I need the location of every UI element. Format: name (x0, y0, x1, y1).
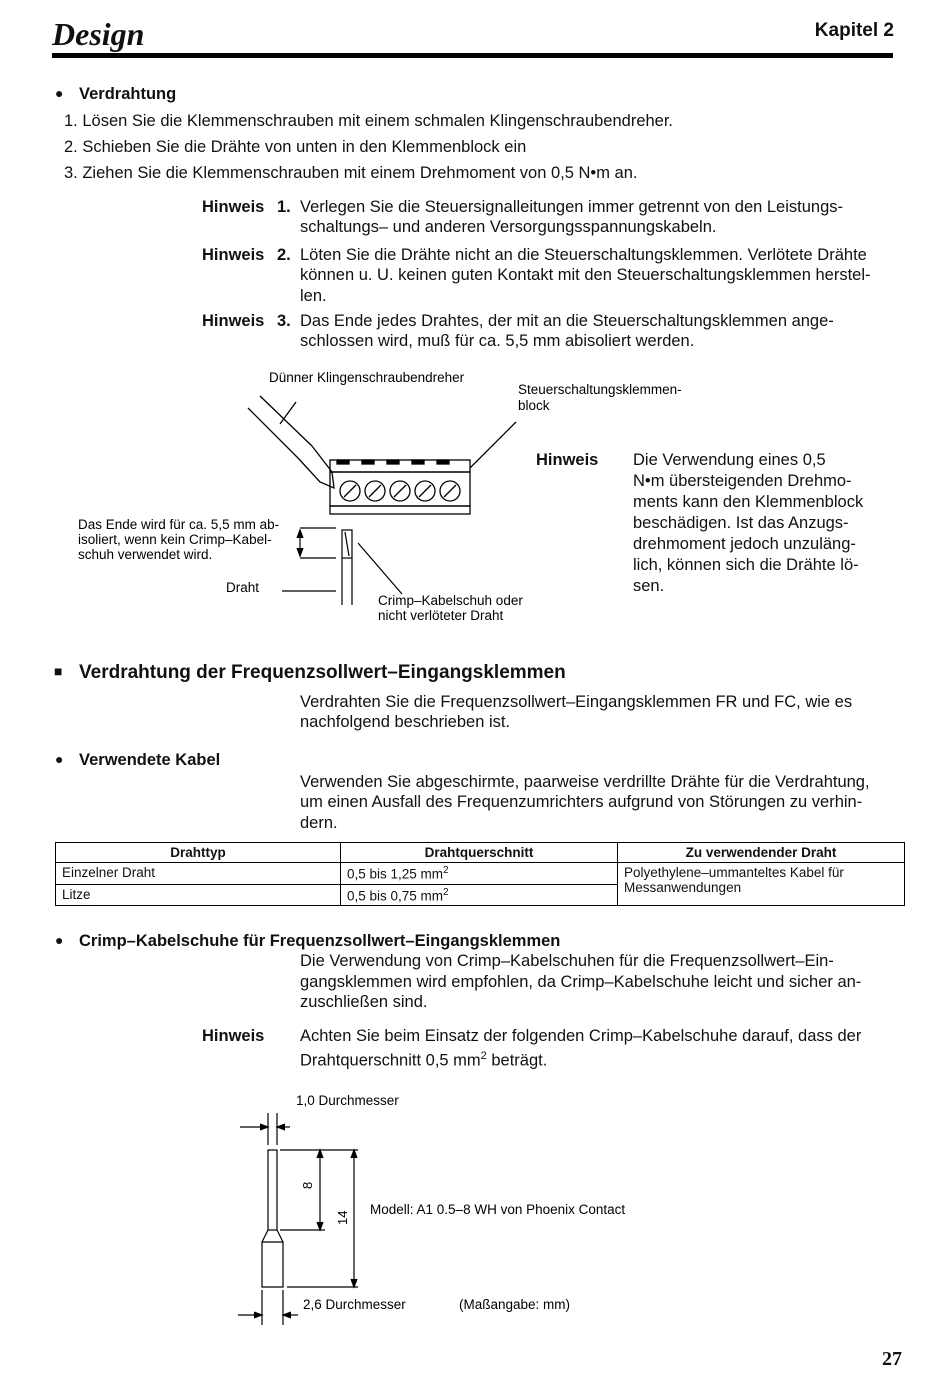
crimp-text: Die Verwendung von Crimp–Kabelschuhen für die Frequenzsollwert–Ein- (300, 952, 834, 970)
side-note-line: sen. (633, 577, 665, 595)
units-label: (Maßangabe: mm) (459, 1297, 571, 1312)
table-header: Zu verwendender Draht (618, 843, 905, 863)
note-text: Achten Sie beim Einsatz der folgenden Crimp–Kabelschuhe darauf, dass der (300, 1027, 862, 1045)
note-text: len. (300, 287, 327, 305)
table-cell: Litze (56, 884, 341, 906)
block-label: Steuerschaltungsklemmen- (518, 382, 682, 397)
side-note-line: drehmoment jedoch unzuläng- (633, 535, 856, 553)
note-label: Hinweis (202, 1027, 265, 1045)
wire-type-line: Messanwendungen (624, 880, 742, 895)
note-text: schaltungs– und anderen Versorgungsspannungskabeln. (300, 218, 717, 236)
note-number: 3. (277, 312, 291, 330)
block-label: block (518, 398, 550, 413)
note-text: können u. U. keinen guten Kontakt mit den Steuerschaltungsklemmen herstel- (300, 266, 871, 284)
diameter-bottom-label: 2,6 Durchmesser (303, 1297, 406, 1312)
table-cell: Einzelner Draht (56, 863, 341, 885)
note-text: Das Ende jedes Drahtes, der mit an die Steuerschaltungsklemmen ange- (300, 312, 834, 330)
wiring-step: 1. Lösen Sie die Klemmenschrauben mit einem schmalen Klingenschraubendreher. (64, 112, 674, 130)
crimp-label: nicht verlöteter Draht (378, 608, 504, 623)
strip-label: schuh verwendet wird. (78, 547, 213, 562)
wire-size: 0,5 bis 0,75 mm (347, 888, 444, 903)
bullet-icon: ● (55, 751, 64, 767)
table-header-row (56, 843, 905, 863)
diameter-top-label: 1,0 Durchmesser (296, 1093, 399, 1108)
table-row (56, 863, 905, 885)
cables-heading: Verwendete Kabel (79, 751, 221, 769)
side-note-line: Die Verwendung eines 0,5 (633, 451, 826, 469)
chapter-label: Kapitel 2 (814, 20, 894, 41)
table-header: Drahttyp (56, 843, 341, 863)
bullet-icon: ● (55, 85, 64, 101)
strip-label: Das Ende wird für ca. 5,5 mm ab- (78, 517, 280, 532)
dim-8-label: 8 (300, 1181, 315, 1189)
note-label: Hinweis (202, 198, 265, 216)
note-text-part: Drahtquerschnitt 0,5 mm (300, 1051, 481, 1070)
table-header: Drahtquerschnitt (341, 843, 618, 863)
model-label: Modell: A1 0.5–8 WH von Phoenix Contact (370, 1202, 626, 1217)
wiring-heading: Verdrahtung (79, 85, 177, 103)
superscript: 2 (480, 1050, 487, 1062)
note-label: Hinweis (202, 312, 265, 330)
wire-type-line: Polyethylene–ummanteltes Kabel für (624, 865, 844, 880)
crimp-terminal-diagram (0, 1085, 950, 1335)
note-text: Verlegen Sie die Steuersignalleitungen immer getrennt von den Leistungs- (300, 198, 844, 216)
cables-text: dern. (300, 814, 338, 832)
side-note-line: beschädigen. Ist das Anzugs- (633, 514, 849, 532)
note-number: 2. (277, 246, 291, 264)
screwdriver-label: Dünner Klingenschraubendreher (269, 370, 465, 385)
section-heading: Verdrahtung der Frequenzsollwert–Eingangsklemmen (79, 662, 566, 683)
side-note-line: lich, können sich die Drähte lö- (633, 556, 859, 574)
superscript: 2 (443, 886, 449, 898)
section-title: Design (52, 16, 145, 52)
page-number: 27 (882, 1348, 902, 1370)
crimp-label: Crimp–Kabelschuh oder (378, 593, 523, 608)
note-text (300, 1046, 547, 1072)
section-intro: nachfolgend beschrieben ist. (300, 713, 511, 731)
note-label: Hinweis (202, 246, 265, 264)
wire-size: 0,5 bis 1,25 mm (347, 866, 444, 882)
bullet-icon: ● (55, 932, 64, 948)
note-text-part: beträgt. (486, 1051, 548, 1070)
crimp-text: zuschließen sind. (300, 993, 428, 1011)
note-text: schlossen wird, muß für ca. 5,5 mm abisoliert werden. (300, 332, 695, 350)
wiring-step: 3. Ziehen Sie die Klemmenschrauben mit einem Drehmoment von 0,5 N•m an. (64, 164, 638, 182)
side-note-label: Hinweis (536, 451, 599, 469)
header-rule (52, 53, 893, 58)
side-note-line: ments kann den Klemmenblock (633, 493, 864, 511)
side-note-line: N•m übersteigenden Drehmo- (633, 472, 852, 490)
strip-label: isoliert, wenn kein Crimp–Kabel- (78, 532, 272, 547)
table-cell (618, 863, 905, 906)
wire-label: Draht (226, 580, 260, 595)
crimp-text: gangsklemmen wird empfohlen, da Crimp–Kabelschuhe leicht und sicher an- (300, 973, 862, 991)
screwdriver-icon (248, 396, 334, 488)
wiring-step: 2. Schieben Sie die Drähte von unten in den Klemmenblock ein (64, 138, 527, 156)
table-cell (341, 884, 618, 906)
cables-text: um einen Ausfall des Frequenzumrichters aufgrund von Störungen zu verhin- (300, 793, 863, 811)
section-intro: Verdrahten Sie die Frequenzsollwert–Eingangsklemmen FR und FC, wie es (300, 693, 853, 711)
cables-text: Verwenden Sie abgeschirmte, paarweise verdrillte Drähte für die Verdrahtung, (300, 773, 870, 791)
note-number: 1. (277, 198, 291, 216)
superscript: 2 (443, 865, 449, 876)
wire-spec-table (55, 842, 905, 906)
terminal-block-icon (330, 422, 516, 514)
note-text: Löten Sie die Drähte nicht an die Steuerschaltungsklemmen. Verlötete Drähte (300, 246, 867, 264)
crimp-heading: Crimp–Kabelschuhe für Frequenzsollwert–Eingangsklemmen (79, 932, 561, 950)
square-bullet-icon: ■ (54, 663, 63, 679)
table-cell (341, 863, 618, 885)
dim-14-label: 14 (335, 1210, 350, 1225)
